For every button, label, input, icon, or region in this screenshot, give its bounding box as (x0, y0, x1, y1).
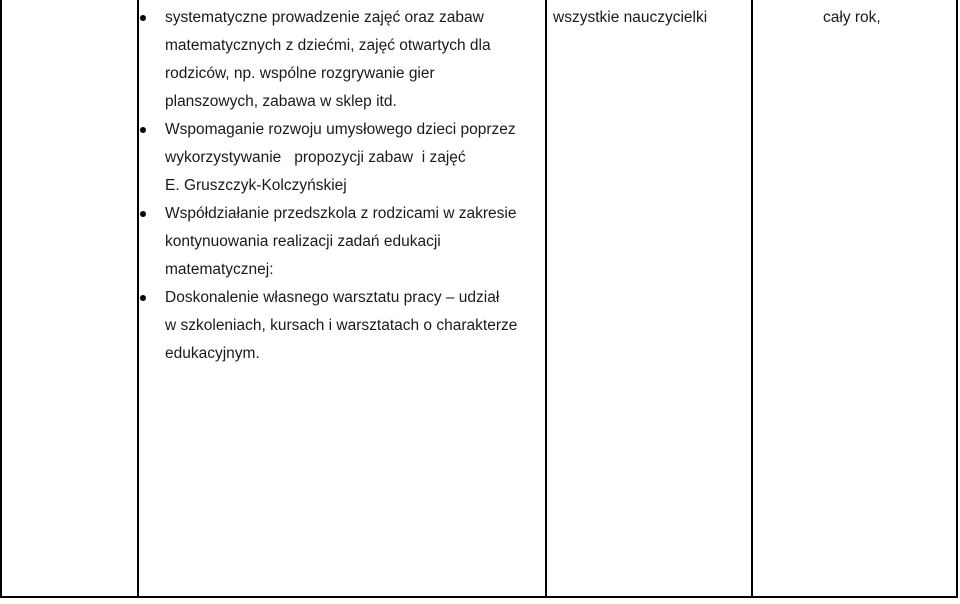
activity-text-line: wykorzystywanie propozycji zabaw i zajęć (165, 149, 466, 166)
activity-text-line: planszowych, zabawa w sklep itd. (165, 93, 397, 110)
activity-text-line: Wspomaganie rozwoju umysłowego dzieci poprzez (165, 121, 516, 138)
bullet-icon (140, 211, 146, 217)
list-item (140, 4, 544, 116)
table-cell-activities (140, 4, 544, 368)
table-divider-2 (545, 0, 547, 598)
bullet-icon (140, 295, 146, 301)
list-item (140, 200, 544, 284)
activity-text-line: kontynuowania realizacji zadań edukacji (165, 233, 441, 250)
table-border-bottom (0, 596, 958, 598)
table-divider-1 (137, 0, 139, 598)
table-cell-responsible: wszystkie nauczycielki (553, 9, 708, 26)
activity-text-line: w szkoleniach, kursach i warsztatach o charakterze (165, 317, 518, 334)
activities-list (140, 4, 544, 368)
bullet-icon (140, 15, 146, 21)
activity-text-line: E. Gruszczyk-Kolczyńskiej (165, 177, 347, 194)
table-cell-empty (2, 0, 137, 596)
list-item (140, 284, 544, 368)
activity-text-line: edukacyjnym. (165, 345, 260, 362)
activity-text-line: systematyczne prowadzenie zajęć oraz zabaw (165, 9, 484, 26)
activity-text-line: Doskonalenie własnego warsztatu pracy – udział (165, 289, 500, 306)
table-cell-timeframe: cały rok, (823, 9, 881, 26)
activity-text-line: matematycznej: (165, 261, 274, 278)
activity-text-line: rodziców, np. wspólne rozgrywanie gier (165, 65, 435, 82)
bullet-icon (140, 127, 146, 133)
table-border-right (956, 0, 958, 598)
list-item (140, 116, 544, 200)
activity-text-line: matematycznych z dziećmi, zajęć otwartych dla (165, 37, 491, 54)
table-divider-3 (751, 0, 753, 598)
activity-text-line: Współdziałanie przedszkola z rodzicami w zakresie (165, 205, 517, 222)
